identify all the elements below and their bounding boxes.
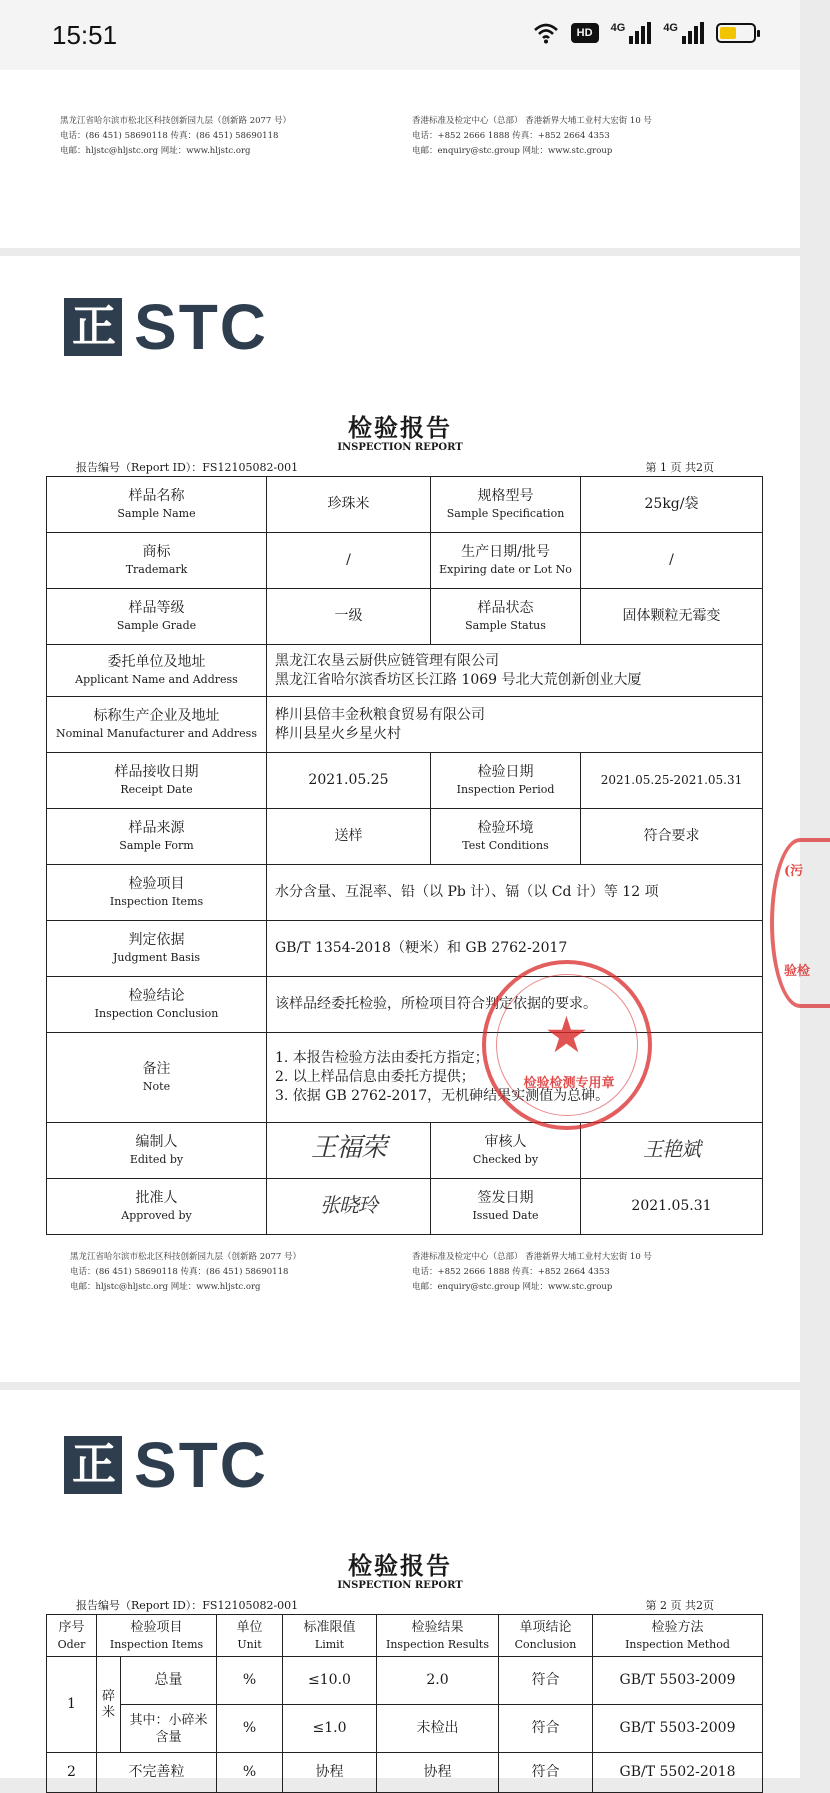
stc-logo-mark: 正 — [64, 298, 122, 356]
edited-by-signature: 王福荣 — [267, 1123, 431, 1179]
battery-icon — [716, 23, 756, 43]
clock: 15:51 — [52, 20, 118, 50]
table-header-row: 序号 Oder 检验项目 Inspection Items 单位 Unit 标准限值 Limit 检验结果 Inspection Results 单项结论 Conclusion 检验方法 Inspection Method — [47, 1615, 763, 1657]
document-page-2 — [0, 1390, 800, 1778]
trademark-value: / — [267, 533, 431, 589]
footer-right: 香港标准及检定中心（总部） 香港新界大埔工业村大宏街 10 号 电话：+852 2666 1888 传真：+852 2664 4353 电邮：enquiry@stc.group 网址：www.stc.group — [412, 1252, 652, 1292]
table-row: 其中：小碎米含量 % ≤1.0 未检出 符合 GB/T 5503-2009 — [47, 1705, 763, 1753]
official-seal-stamp: ★ 检验检测专用章 — [482, 960, 652, 1130]
sample-form-value: 送样 — [267, 809, 431, 865]
inspection-items-value: 水分含量、互混率、铅（以 Pb 计）、镉（以 Cd 计）等 12 项 — [267, 865, 763, 921]
receipt-date-value: 2021.05.25 — [267, 753, 431, 809]
sample-name-value: 珍珠米 — [267, 477, 431, 533]
table-row: 样品来源 Sample Form 送样 检验环境 Test Conditions 符合要求 — [47, 809, 763, 865]
signal-icon-2: 4G — [663, 22, 704, 44]
expiring-value: / — [581, 533, 763, 589]
table-row: 检验结论 Inspection Conclusion 该样品经委托检验，所检项目符合判定依据的要求。 — [47, 977, 763, 1033]
page-subtitle: INSPECTION REPORT — [337, 1580, 463, 1591]
report-id: 报告编号（Report ID）：FS12105082-001 — [76, 1599, 299, 1612]
status-value: 固体颗粒无霉变 — [581, 589, 763, 645]
note-value: 1. 本报告检验方法由委托方指定； 2. 以上样品信息由委托方提供； 3. 依据 GB 2762-2017，无机砷结果实测值为总砷。 — [267, 1033, 763, 1123]
table-row: 2 不完善粒 % 协程 协程 符合 GB/T 5502-2018 — [47, 1753, 763, 1793]
table-row: 样品等级 Sample Grade 一级 样品状态 Sample Status 固体颗粒无霉变 — [47, 589, 763, 645]
table-row: 1 碎米 总量 % ≤10.0 2.0 符合 GB/T 5503-2009 — [47, 1657, 763, 1705]
page-title: 检验报告 — [348, 413, 452, 442]
table-row: 样品名称 Sample Name 珍珠米 规格型号 Sample Specification 25kg/袋 — [47, 477, 763, 533]
table-row: 编制人 Edited by 王福荣 审核人 Checked by 王艳斌 — [47, 1123, 763, 1179]
hd-voice-icon: HD — [571, 23, 599, 43]
inspection-conclusion-value: 该样品经委托检验，所检项目符合判定依据的要求。 — [267, 977, 763, 1033]
test-conditions-value: 符合要求 — [581, 809, 763, 865]
page-title: 检验报告 — [348, 1551, 452, 1580]
wifi-icon — [533, 22, 559, 44]
document-page-1 — [0, 256, 800, 1382]
report-id: 报告编号（Report ID）：FS12105082-001 — [76, 461, 299, 474]
sample-spec-value: 25kg/袋 — [581, 477, 763, 533]
checked-by-signature: 王艳斌 — [581, 1123, 763, 1179]
inspection-results-table — [46, 1614, 763, 1793]
table-row: 委托单位及地址 Applicant Name and Address 黑龙江农垦云厨供应链管理有限公司 黑龙江省哈尔滨香坊区长江路 1069 号北大荒创新创业大厦 — [47, 645, 763, 697]
stc-logo: 正 STC — [64, 1436, 268, 1494]
approved-by-signature: 张晓玲 — [267, 1179, 431, 1235]
judgment-basis-value: GB/T 1354-2018（粳米）和 GB 2762-2017 — [267, 921, 763, 977]
document-page-previous — [0, 70, 800, 248]
footer-left: 黑龙江省哈尔滨市松北区科技创新园九层（创新路 2077 号） 电话：(86 451) 58690118 传真：(86 451) 58690118 电邮：hljstc@hljstc.org 网址：www.hljstc.org — [60, 116, 292, 156]
table-row: 备注 Note 1. 本报告检验方法由委托方指定； 2. 以上样品信息由委托方提供； 3. 依据 GB 2762-2017，无机砷结果实测值为总砷。 — [47, 1033, 763, 1123]
stc-logo: 正 STC — [64, 298, 268, 356]
table-row: 批准人 Approved by 张晓玲 签发日期 Issued Date 2021.05.31 — [47, 1179, 763, 1235]
inspection-period-value: 2021.05.25-2021.05.31 — [581, 753, 763, 809]
grade-value: 一级 — [267, 589, 431, 645]
manufacturer-value: 桦川县倍丰金秋粮食贸易有限公司 桦川县星火乡星火村 — [267, 697, 763, 753]
table-row: 标称生产企业及地址 Nominal Manufacturer and Address 桦川县倍丰金秋粮食贸易有限公司 桦川县星火乡星火村 — [47, 697, 763, 753]
page-number: 第 1 页 共2页 — [645, 461, 714, 474]
report-info-table — [46, 476, 763, 1235]
page-subtitle: INSPECTION REPORT — [337, 442, 463, 453]
table-row: 商标 Trademark / 生产日期/批号 Expiring date or Lot No / — [47, 533, 763, 589]
issued-date-value: 2021.05.31 — [581, 1179, 763, 1235]
table-row: 判定依据 Judgment Basis GB/T 1354-2018（粳米）和 GB 2762-2017 — [47, 921, 763, 977]
page-number: 第 2 页 共2页 — [645, 1599, 714, 1612]
signal-icon: 4G — [611, 22, 652, 44]
footer-left: 黑龙江省哈尔滨市松北区科技创新园九层（创新路 2077 号） 电话：(86 451) 58690118 传真：(86 451) 58690118 电邮：hljstc@hljstc.org 网址：www.hljstc.org — [70, 1252, 302, 1292]
applicant-value: 黑龙江农垦云厨供应链管理有限公司 黑龙江省哈尔滨香坊区长江路 1069 号北大荒创新创业大厦 — [267, 645, 763, 697]
table-row: 样品接收日期 Receipt Date 2021.05.25 检验日期 Inspection Period 2021.05.25-2021.05.31 — [47, 753, 763, 809]
status-icons — [533, 22, 756, 44]
status-bar — [0, 0, 800, 70]
edge-seal-stamp: (污 验检 — [770, 838, 830, 1008]
footer-right: 香港标准及检定中心（总部） 香港新界大埔工业村大宏街 10 号 电话：+852 2666 1888 传真：+852 2664 4353 电邮：enquiry@stc.group 网址：www.stc.group — [412, 116, 652, 156]
table-row: 检验项目 Inspection Items 水分含量、互混率、铅（以 Pb 计）、镉（以 Cd 计）等 12 项 — [47, 865, 763, 921]
stc-logo-mark: 正 — [64, 1436, 122, 1494]
